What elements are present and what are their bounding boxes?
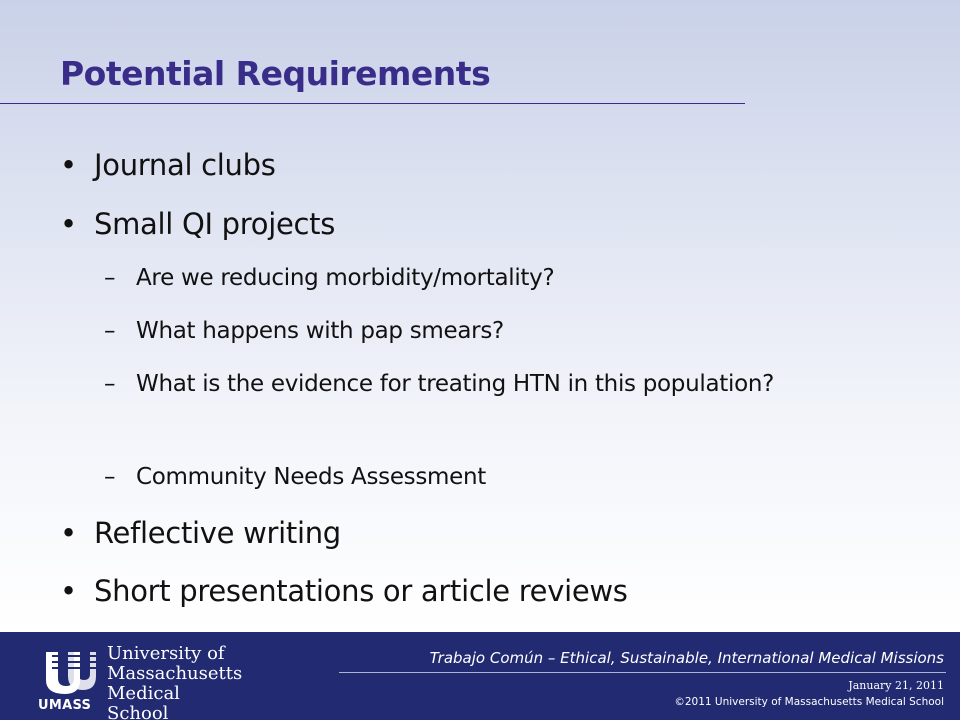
- bullet-dot-icon: •: [60, 207, 77, 241]
- slide-title: Potential Requirements: [60, 54, 491, 93]
- institution-name: [107, 644, 242, 724]
- sub-bullet-text: What is the evidence for treating HTN in this population?: [136, 371, 775, 397]
- dash-icon: –: [104, 371, 116, 397]
- sub-bullet-item: [104, 315, 776, 348]
- dash-icon: –: [104, 318, 116, 344]
- slide-footer: [0, 632, 960, 724]
- bullet-item: [60, 574, 628, 608]
- bullet-text: Journal clubs: [94, 148, 276, 182]
- bullet-text: Short presentations or article reviews: [94, 574, 628, 608]
- umass-wordmark: UMASS: [38, 698, 92, 713]
- sub-bullet-item: [104, 368, 776, 401]
- bullet-text: Small QI projects: [94, 207, 336, 241]
- sub-bullet-item: [104, 461, 776, 494]
- copyright-notice: ©2011 University of Massachusetts Medical School: [674, 696, 944, 708]
- sub-bullet-text: Community Needs Assessment: [136, 464, 486, 490]
- bullet-text: Reflective writing: [94, 516, 341, 550]
- presentation-date: January 21, 2011: [848, 679, 944, 692]
- sub-bullet-item: [104, 262, 776, 295]
- dash-icon: –: [104, 464, 116, 490]
- bullet-item: [60, 516, 341, 550]
- institution-line: Massachusetts: [107, 663, 243, 684]
- sub-bullet-text: What happens with pap smears?: [136, 318, 504, 344]
- dash-icon: –: [104, 265, 116, 291]
- bullet-dot-icon: •: [60, 516, 77, 550]
- umass-logo: [38, 643, 243, 724]
- bullet-dot-icon: •: [60, 148, 77, 182]
- institution-line: University of: [107, 643, 225, 664]
- umass-logo-icon: [38, 646, 100, 698]
- institution-line: Medical School: [107, 683, 180, 724]
- sub-bullet-text: Are we reducing morbidity/mortality?: [136, 265, 555, 291]
- presentation-title: Trabajo Común – Ethical, Sustainable, International Medical Missions: [429, 649, 944, 667]
- footer-divider: [339, 672, 946, 673]
- bullet-dot-icon: •: [60, 574, 77, 608]
- bullet-item: [60, 148, 276, 182]
- bullet-item: [60, 207, 336, 241]
